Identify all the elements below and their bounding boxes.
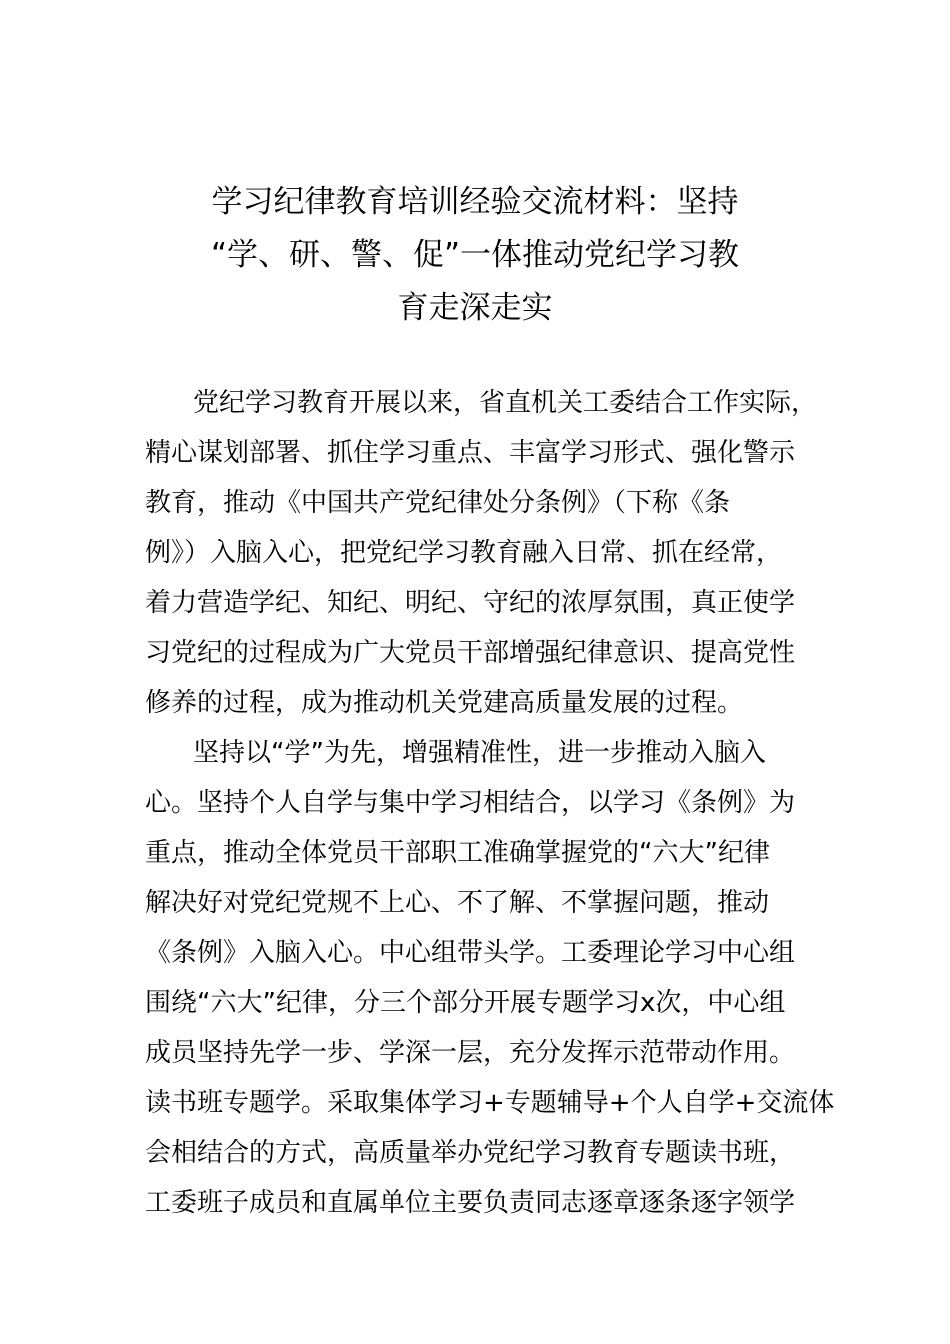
paragraph-1-line-5: 着力营造学纪、知纪、明纪、守纪的浓厚氛围，真正使学 [145,588,796,618]
paragraph-1-line-3: 教育，推动《中国共产党纪律处分条例》（下称《条 [145,488,731,518]
paragraph-2 [145,728,835,1228]
paragraph-1 [145,378,825,728]
paragraph-2-line-3: 重点，推动全体党员干部职工准确掌握党的“六大”纪律 [145,838,770,868]
paragraph-1-line-2: 精心谋划部署、抓住学习重点、丰富学习形式、强化警示 [145,438,796,468]
paragraph-2-line-4: 解决好对党纪党规不上心、不了解、不掌握问题，推动 [145,888,770,918]
paragraph-2-line-9: 会相结合的方式，高质量举办党纪学习教育专题读书班， [145,1138,796,1168]
paragraph-1-line-4: 例》）入脑入心，把党纪学习教育融入日常、抓在经常， [145,538,783,568]
paragraph-2-line-7: 成员坚持先学一步、学深一层，充分发挥示范带动作用。 [145,1038,796,1068]
paragraph-1-line-7: 修养的过程，成为推动机关党建高质量发展的过程。 [145,688,744,718]
document-title [160,176,790,335]
paragraph-2-line-5: 《条例》入脑入心。中心组带头学。工委理论学习中心组 [145,938,796,968]
title-line-3: 育走深走实 [397,290,553,326]
paragraph-2-line-8: 读书班专题学。采取集体学习+专题辅导+个人自学+交流体 [145,1088,835,1118]
paragraph-2-line-1: 坚持以“学”为先，增强精准性，进一步推动入脑入 [193,738,766,768]
paragraph-2-line-2: 心。坚持个人自学与集中学习相结合，以学习《条例》为 [145,788,796,818]
paragraph-1-line-6: 习党纪的过程成为广大党员干部增强纪律意识、提高党性 [145,638,796,668]
paragraph-1-line-1: 党纪学习教育开展以来，省直机关工委结合工作实际， [193,388,818,418]
paragraph-2-line-10: 工委班子成员和直属单位主要负责同志逐章逐条逐字领学 [145,1188,796,1218]
title-line-1: 学习纪律教育培训经验交流材料：坚持 [211,184,739,220]
document-body [145,378,835,1228]
title-line-2: “学、研、警、促”一体推动党纪学习教 [210,237,740,273]
paragraph-2-line-6: 围绕“六大”纪律，分三个部分开展专题学习x次，中心组 [145,988,786,1018]
